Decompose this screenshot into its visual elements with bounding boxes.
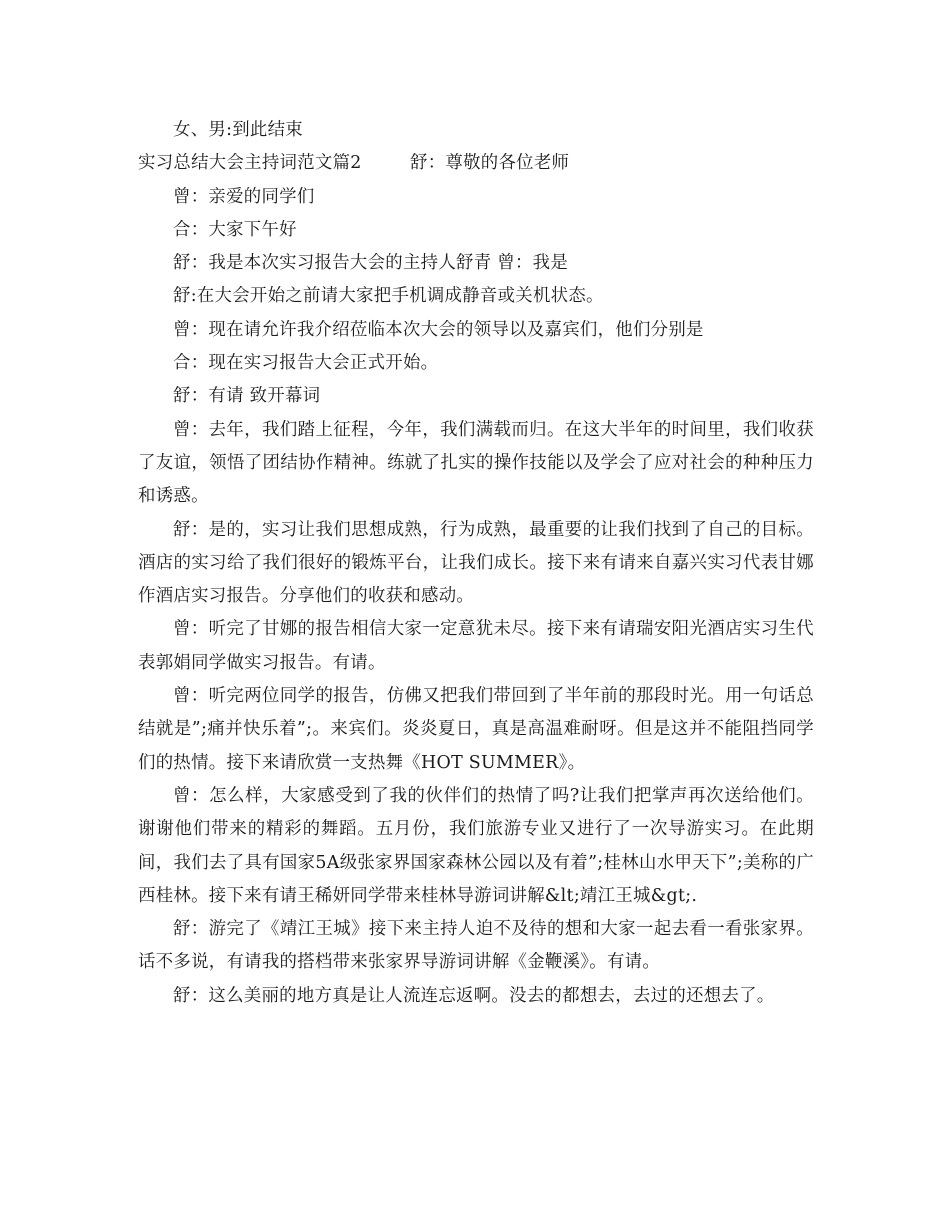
- greeting-line: 舒：尊敬的各位老师: [410, 153, 570, 174]
- dialogue-paragraph: 舒：游完了《靖江王城》接下来主持人迫不及待的想和大家一起去看一看张家界。话不多说，有请我的搭档带来张家界导游词讲解《金鞭溪》。有请。: [138, 919, 814, 973]
- document-body: [138, 114, 814, 1013]
- dialogue-line: 合：大家下午好: [173, 219, 297, 240]
- section-title: 实习总结大会主持词范文篇2: [138, 153, 362, 174]
- dialogue-paragraph: 舒：是的，实习让我们思想成熟，行为成熟，最重要的让我们找到了自己的目标。酒店的实习给了我们很好的锻炼平台，让我们成长。接下来有请来自嘉兴实习代表甘娜作酒店实习报告。分享他们的收获和感动。: [138, 519, 814, 607]
- dialogue-line: 舒:在大会开始之前请大家把手机调成静音或关机状态。: [173, 286, 604, 307]
- dialogue-line: 合：现在实习报告大会正式开始。: [173, 353, 439, 374]
- dialogue-line: 曾：亲爱的同学们: [173, 186, 315, 207]
- dialogue-paragraph: 曾：去年，我们踏上征程，今年，我们满载而归。在这大半年的时间里，我们收获了友谊，领悟了团结协作精神。练就了扎实的操作技能以及学会了应对社会的种种压力和诱惑。: [138, 419, 814, 507]
- section-heading-row: [138, 147, 814, 180]
- dialogue-line: 舒：我是本次实习报告大会的主持人舒青 曾：我是: [173, 253, 569, 274]
- dialogue-line: 舒：有请 致开幕词: [173, 386, 321, 407]
- dialogue-line: 曾：现在请允许我介绍莅临本次大会的领导以及嘉宾们，他们分别是: [173, 319, 704, 340]
- dialogue-paragraph: 曾：听完了甘娜的报告相信大家一定意犹未尽。接下来有请瑞安阳光酒店实习生代表郭娟同学做实习报告。有请。: [138, 619, 814, 673]
- dialogue-paragraph: 曾：怎么样，大家感受到了我的伙伴们的热情了吗?让我们把掌声再次送给他们。谢谢他们带来的精彩的舞蹈。五月份，我们旅游专业又进行了一次导游实习。在此期间，我们去了具有国家5A级张家界国家森林公园以及有着”;桂林山水甲天下”;美称的广西桂林。接下来有请王稀妍同学带来桂林导游词讲解&lt;靖江王城&gt;.: [138, 785, 814, 906]
- closing-line: 女、男:到此结束: [173, 120, 303, 140]
- dialogue-paragraph: 曾：听完两位同学的报告，仿佛又把我们带回到了半年前的那段时光。用一句话总结就是”;痛并快乐着”;。来宾们。炎炎夏日，真是高温难耐呀。但是这并不能阻挡同学们的热情。接下来请欣赏一支热舞《HOT SUMMER》。: [138, 686, 814, 773]
- dialogue-paragraph: 舒：这么美丽的地方真是让人流连忘返啊。没去的都想去，去过的还想去了。: [173, 985, 775, 1006]
